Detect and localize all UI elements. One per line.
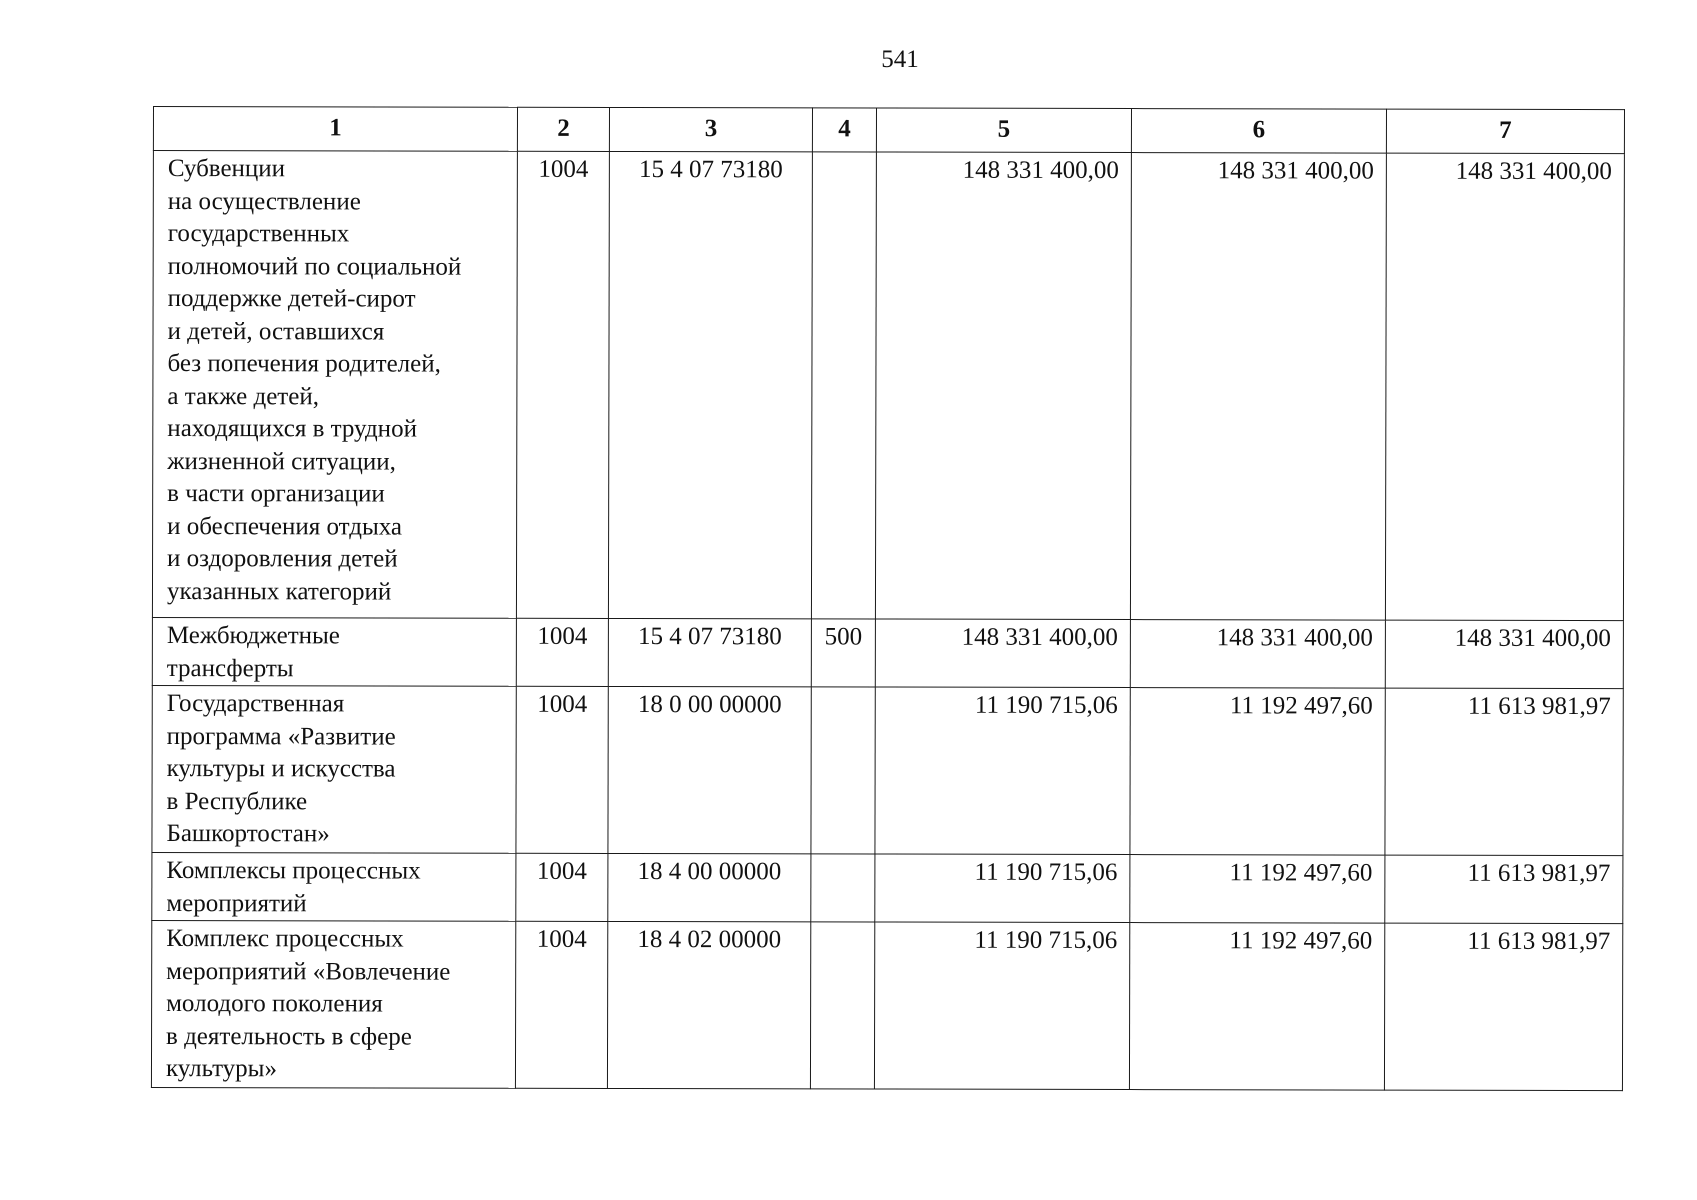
section-code-cell: 1004 — [516, 686, 608, 853]
table-row — [152, 852, 1623, 923]
amount-year3-cell: 11 613 981,97 — [1384, 923, 1622, 1090]
budget-table — [151, 106, 1625, 1091]
column-header: 1 — [153, 107, 517, 152]
expense-type-cell — [811, 854, 875, 922]
target-code-cell: 18 0 00 00000 — [608, 686, 811, 853]
target-code-cell: 18 4 00 00000 — [608, 853, 811, 921]
target-code-cell: 15 4 07 73180 — [608, 151, 812, 618]
table-row — [152, 151, 1624, 621]
amount-year3-cell: 11 613 981,97 — [1385, 855, 1623, 923]
column-header: 5 — [876, 108, 1131, 153]
target-code-cell: 15 4 07 73180 — [608, 618, 811, 686]
amount-year3-cell: 11 613 981,97 — [1385, 688, 1623, 855]
amount-year1-cell: 11 190 715,06 — [875, 854, 1130, 923]
section-code-cell: 1004 — [516, 151, 609, 618]
section-code-cell: 1004 — [515, 921, 607, 1088]
amount-year2-cell: 148 331 400,00 — [1130, 620, 1385, 689]
section-code-cell: 1004 — [516, 618, 608, 686]
amount-year1-cell: 11 190 715,06 — [874, 922, 1129, 1090]
table-row — [151, 920, 1622, 1090]
row-name-cell: Субвенции на осуществление государственных полномочий по социальной поддержке детей-сирот и детей, оставшихся без попечения родителей, а также детей, находящихся в трудной жизненной ситуации, в части организации и обеспечения отдыха и оздоровления детей указанных категорий — [152, 151, 517, 619]
row-name-cell: Комплекс процессных мероприятий «Вовлечение молодого поколения в деятельность в сфере культуры» — [151, 920, 515, 1088]
expense-type-cell: 500 — [811, 619, 875, 687]
amount-year2-cell: 11 192 497,60 — [1130, 688, 1385, 856]
amount-year1-cell: 11 190 715,06 — [875, 687, 1130, 855]
amount-year3-cell: 148 331 400,00 — [1385, 153, 1624, 620]
amount-year1-cell: 148 331 400,00 — [875, 152, 1131, 620]
row-name-cell: Комплексы процессных мероприятий — [152, 852, 516, 921]
amount-year2-cell: 148 331 400,00 — [1130, 153, 1386, 621]
row-name-cell: Государственная программа «Развитие культуры и искусства в Республике Башкортостан» — [152, 685, 516, 853]
table-header-row — [153, 107, 1624, 154]
expense-type-cell — [810, 922, 874, 1089]
column-header: 3 — [609, 107, 812, 151]
amount-year1-cell: 148 331 400,00 — [875, 619, 1130, 688]
amount-year3-cell: 148 331 400,00 — [1385, 620, 1623, 688]
row-name-cell: Межбюджетные трансферты — [152, 617, 516, 686]
amount-year2-cell: 11 192 497,60 — [1130, 855, 1385, 924]
column-header: 4 — [812, 108, 876, 152]
section-code-cell: 1004 — [516, 853, 608, 921]
expense-type-cell — [811, 687, 875, 854]
amount-year2-cell: 11 192 497,60 — [1129, 923, 1384, 1091]
expense-type-cell — [811, 152, 876, 619]
target-code-cell: 18 4 02 00000 — [607, 921, 810, 1088]
column-header: 6 — [1131, 109, 1386, 154]
page-number: 541 — [881, 46, 919, 73]
table-row — [152, 617, 1623, 688]
column-header: 2 — [517, 107, 609, 151]
table-row — [152, 685, 1623, 855]
column-header: 7 — [1386, 109, 1624, 153]
